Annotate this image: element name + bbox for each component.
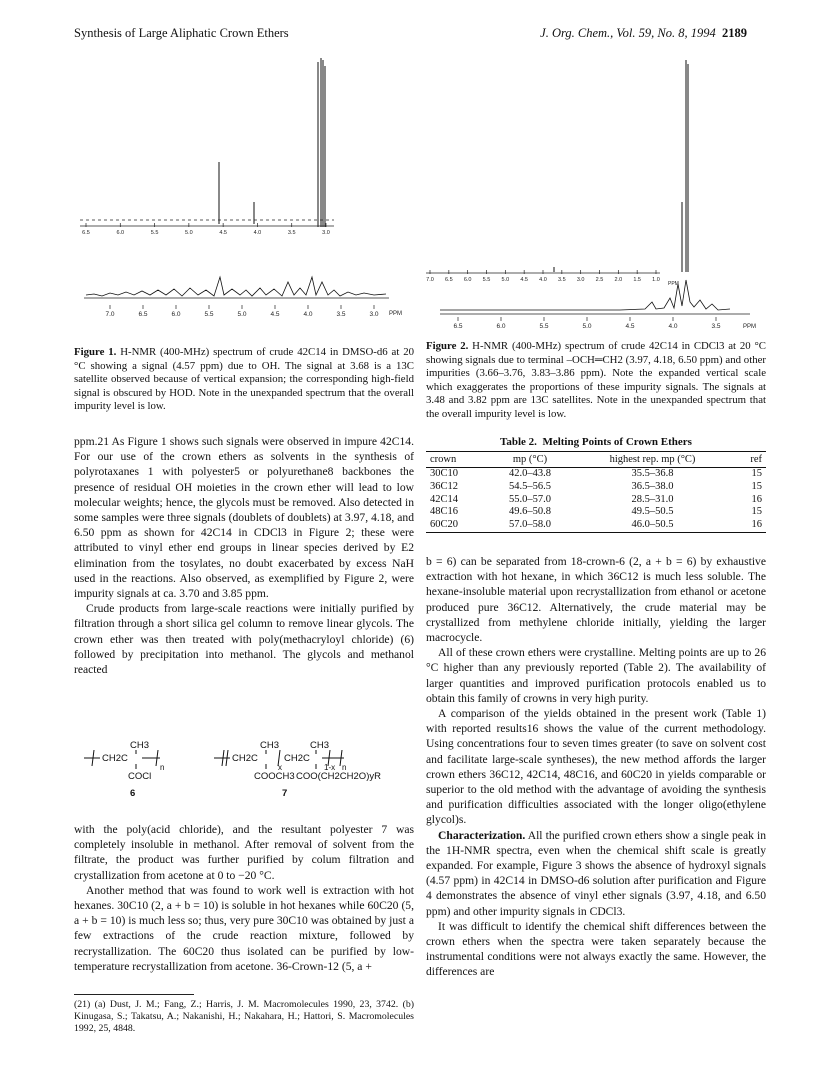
table-row bbox=[426, 468, 766, 481]
axis-tick-label: 3.0 bbox=[369, 311, 379, 318]
figure1-nmr-spectrum bbox=[74, 52, 414, 332]
svg-text:COO(CH2CH2O)yR: COO(CH2CH2O)yR bbox=[296, 771, 381, 782]
axis-tick-label: 6.0 bbox=[463, 277, 472, 283]
right-paragraph-4 bbox=[426, 828, 766, 919]
axis-tick-label: 4.0 bbox=[303, 311, 313, 318]
svg-text:n: n bbox=[342, 763, 347, 772]
table-cell: 15 bbox=[751, 468, 762, 479]
table-cell: 36C12 bbox=[430, 480, 459, 492]
svg-text:COOCH3: COOCH3 bbox=[254, 771, 295, 782]
table-cell: 49.5–50.5 bbox=[631, 506, 674, 518]
figure1-inset-axis bbox=[80, 220, 334, 226]
table-cell: 15 bbox=[751, 480, 762, 492]
table-cell: 30C10 bbox=[430, 468, 459, 479]
table-cell: 54.5–56.5 bbox=[508, 480, 551, 492]
journal-name: J. Org. Chem., Vol. 59, No. 8, 1994 bbox=[540, 26, 716, 40]
table-cell: 46.0–50.5 bbox=[573, 519, 733, 532]
table-cell: 42C14 bbox=[430, 493, 459, 505]
figure1-axis-unit: PPM bbox=[388, 311, 402, 317]
table-cell: 48C16 bbox=[430, 506, 459, 518]
characterization-heading: Characterization. bbox=[438, 828, 526, 842]
figure1-main-peaks bbox=[219, 58, 325, 227]
left-paragraph-4: Another method that was found to work well is extraction with hot hexanes. 30C10 (2, a + b = 10) is soluble in hot hexanes while 60C20 (5, a + b = 10) is much less so; thus, very pure 30C10 was obtained by just a few extractions of the crude reaction mixture, followed by recrystallization. The 60C20 thus isolated can be purified by low-temperature recrystallization from acetone. 36-Crown-12 (5, a + bbox=[74, 883, 414, 973]
figure1-label: Figure 1. bbox=[74, 346, 117, 358]
axis-tick-label: 2.5 bbox=[595, 277, 604, 283]
table-cell: 15 bbox=[751, 506, 762, 518]
axis-tick-label: 4.0 bbox=[253, 230, 262, 236]
axis-tick-label: 6.0 bbox=[496, 323, 506, 330]
col-header-crown: crown bbox=[426, 452, 487, 468]
axis-tick-label: 4.5 bbox=[270, 311, 280, 318]
axis-tick-label: 4.5 bbox=[520, 277, 528, 283]
table-cell: 28.5–31.0 bbox=[631, 493, 674, 505]
right-paragraph-1: b = 6) can be separated from 18-crown-6 (2, a + b = 6) by exhaustive extraction with hot hexane, in which 36C12 is much less soluble. The hexane-insoluble material upon recrystallization from ethanol or acetone produced pure 36C12. Alternatively, the crude material may be crystallized from methylene chloride initially, yielding the larger macrocycle. bbox=[426, 555, 766, 645]
axis-tick-label: 6.5 bbox=[453, 323, 463, 330]
journal-citation bbox=[540, 26, 747, 41]
figure2-inset-ticks bbox=[426, 270, 660, 283]
table-2-label: Table 2. bbox=[500, 436, 537, 448]
svg-text:COCl: COCl bbox=[128, 771, 152, 782]
axis-tick-label: 3.5 bbox=[287, 230, 296, 236]
axis-tick-label: 5.5 bbox=[482, 277, 491, 283]
axis-tick-label: 1.0 bbox=[652, 277, 660, 283]
col-header-ref: ref bbox=[732, 452, 766, 468]
axis-tick-label: 4.0 bbox=[539, 277, 547, 283]
characterization-text: All the purified crown ethers show a single peak in the 1H-NMR spectra, even when the chemical shift scale is greatly expanded. For example, Figure 3 shows the absence of hydroxyl signals (4.57 ppm) in 42C14 in DMSO-d6 solution after purification and Figure 4 demonstrates the absence of vinyl ether signals (3.97, 4.18, and 6.50 ppm) and other impurity signals in CDCl3. bbox=[426, 828, 766, 918]
axis-tick-label: 5.0 bbox=[582, 323, 592, 330]
footnote-rule bbox=[74, 994, 194, 995]
table-row bbox=[426, 481, 766, 494]
figure2-baseline-noise bbox=[440, 280, 730, 310]
right-paragraph-2: All of these crown ethers were crystalline. Melting points are up to 26 °C higher than any previously reported (Table 2). The availability of larger quantities and improved purification protocols enabled us to obtain this family of crowns in very high purity. bbox=[426, 646, 766, 705]
axis-tick-label: 5.5 bbox=[204, 311, 214, 318]
table-2-title bbox=[426, 436, 766, 448]
axis-tick-label: 5.0 bbox=[501, 277, 510, 283]
col-header-mp: mp (°C) bbox=[487, 452, 572, 468]
figure2-caption-text: H-NMR (400-MHz) spectrum of crude 42C14 in CDCl3 at 20 °C showing signals due to terminal –OCH═CH2 (3.97, 4.18, 6.50 ppm) and other impurities (3.66–3.76, 3.83–3.86 ppm). Note the expanded vertical scale which exaggerates the proportions of these impurity signals. The signals at 3.48 and 3.82 ppm are 13C satellites. Note in the unexpanded spectrum that the overall impurity level is low. bbox=[426, 340, 766, 420]
axis-tick-label: 3.5 bbox=[711, 323, 721, 330]
axis-tick-label: 6.0 bbox=[171, 311, 181, 318]
axis-tick-label: 4.5 bbox=[625, 323, 635, 330]
left-column bbox=[74, 434, 414, 677]
left-paragraph-2: Crude products from large-scale reactions were initially purified by filtration through a short silica gel column to remove linear glycols. The crown ether was then treated with poly(methacryloyl chloride) (6) followed by precipitation into methanol. The glycols and methanol reacted bbox=[74, 602, 414, 677]
left-paragraph-1: ppm.21 As Figure 1 shows such signals were observed in impure 42C14. For our use of the crown ethers as solvents in the synthesis of polyrotaxanes 1 with polyester5 or polyurethane8 backbones the presence of residual OH moieties in the crown ether will lead to low molecular weights; hence, the glycols must be removed. Also detected in some samples were three signals (doublets of doublets) at 3.97, 4.18, and 6.50 ppm as shown for 42C14 in CDCl3 in Figure 2; these were attributed to vinyl ether end groups in linear species derived by E2 elimination from the tosylates, no doubt exacerbated by excess NaH used in the reactions. Also observed, as exemplified by Figure 2, were impurity signals at ca. 3.70 and 3.85 ppm. bbox=[74, 435, 414, 601]
table-row bbox=[426, 506, 766, 519]
svg-text:CH2C: CH2C bbox=[284, 753, 310, 764]
axis-tick-label: 5.0 bbox=[185, 230, 193, 236]
figure2-label: Figure 2. bbox=[426, 340, 469, 352]
figure2-nmr-spectrum bbox=[420, 52, 760, 337]
axis-tick-label: 2.0 bbox=[614, 277, 623, 283]
axis-tick-label: 3.5 bbox=[558, 277, 566, 283]
axis-tick-label: 7.0 bbox=[105, 311, 115, 318]
left-paragraph-3: with the poly(acid chloride), and the resultant polyester 7 was completely insoluble in methanol. After removal of solvent from the filtrate, the product was further purified by colum filtration and crystallization from acetone at 0 to −20 °C. bbox=[74, 823, 414, 882]
table-cell: 55.0–57.0 bbox=[508, 493, 551, 505]
figure2-axis-ticks bbox=[453, 317, 720, 330]
axis-tick-label: 6.5 bbox=[445, 277, 453, 283]
structure-7-label: 7 bbox=[282, 788, 288, 799]
structure-6 bbox=[84, 740, 164, 799]
table-2 bbox=[426, 436, 766, 533]
axis-tick-label: 3.5 bbox=[336, 311, 346, 318]
chemical-structures bbox=[74, 736, 414, 816]
axis-tick-label: 3.0 bbox=[322, 230, 330, 236]
table-cell: 36.5–38.0 bbox=[631, 480, 674, 492]
axis-tick-label: 4.5 bbox=[219, 230, 227, 236]
left-column-continued bbox=[74, 822, 414, 974]
svg-text:x: x bbox=[278, 763, 282, 772]
figure2-inset-unit: PPM bbox=[668, 281, 679, 287]
axis-tick-label: 5.5 bbox=[539, 323, 549, 330]
svg-text:CH2C: CH2C bbox=[232, 753, 258, 764]
figure2-caption bbox=[426, 340, 766, 422]
figure1-caption bbox=[74, 346, 414, 414]
structure-7 bbox=[214, 740, 381, 799]
right-paragraph-3: A comparison of the yields obtained in the present work (Table 1) with reported results16 shows the value of the current methodology. Using concentrations four to seven times greater (to save on solvent cost and facilitate large-scale syntheses), the new method affords the larger crown ethers 36C12, 42C14, 48C16, and 60C20 in yields comparable or superior to the old method with the advantage of avoiding the synthesis and purification difficulties associated with the longer oligo(ethylene glycol)s. bbox=[426, 707, 766, 827]
table-cell: 57.0–58.0 bbox=[487, 519, 572, 532]
footnote-21: (21) (a) Dust, J. M.; Fang, Z.; Harris, J. M. Macromolecules 1990, 23, 3742. (b) Kinugasa, S.; Takatsu, A.; Nakanishi, H.; Nakahara, H.; Hattori, S. Macromolecules 1992, 25, 4848. bbox=[74, 999, 414, 1035]
svg-text:CH3: CH3 bbox=[260, 740, 280, 751]
figure1-inset-ticks bbox=[82, 223, 330, 236]
axis-tick-label: 5.5 bbox=[150, 230, 159, 236]
running-title: Synthesis of Large Aliphatic Crown Ethers bbox=[74, 26, 289, 40]
svg-text:CH3: CH3 bbox=[130, 740, 150, 751]
table-cell: 16 bbox=[751, 493, 762, 505]
axis-tick-label: 3.0 bbox=[576, 277, 585, 283]
structure-6-label: 6 bbox=[130, 788, 136, 799]
figure2-main-peaks bbox=[554, 60, 688, 272]
axis-tick-label: 6.5 bbox=[82, 230, 90, 236]
right-paragraph-5: It was difficult to identify the chemical shift differences between the crown ethers when the spectra were taken separately because the instrumental conditions were not always exactly the same. However, the differences are bbox=[426, 919, 766, 979]
svg-text:n: n bbox=[160, 763, 165, 772]
axis-tick-label: 7.0 bbox=[426, 277, 434, 283]
axis-tick-label: 6.5 bbox=[138, 311, 148, 318]
svg-text:CH2C: CH2C bbox=[102, 753, 128, 764]
axis-tick-label: 4.0 bbox=[668, 323, 678, 330]
col-header-highest-mp: highest rep. mp (°C) bbox=[573, 452, 733, 468]
axis-tick-label: 5.0 bbox=[237, 311, 247, 318]
table-cell: 16 bbox=[732, 519, 766, 532]
table-cell: 35.5–36.8 bbox=[631, 468, 674, 479]
figure2-axis-unit: PPM bbox=[742, 324, 756, 330]
figure1-baseline-noise bbox=[86, 277, 386, 296]
page-number: 2189 bbox=[722, 26, 747, 40]
axis-tick-label: 6.0 bbox=[116, 230, 125, 236]
axis-tick-label: 1.5 bbox=[633, 277, 641, 283]
figure1-axis-ticks bbox=[105, 305, 378, 318]
table-cell: 49.6–50.8 bbox=[508, 506, 551, 518]
melting-points-table bbox=[426, 451, 766, 533]
table-cell: 42.0–43.8 bbox=[508, 468, 551, 479]
table-row bbox=[426, 494, 766, 507]
table-cell: 60C20 bbox=[426, 519, 487, 532]
table-row bbox=[426, 519, 766, 532]
svg-text:CH3: CH3 bbox=[310, 740, 330, 751]
figure1-caption-text: H-NMR (400-MHz) spectrum of crude 42C14 in DMSO-d6 at 20 °C showing a signal (4.57 ppm) due to OH. The signal at 3.68 is a 13C satellite observed because of vertical expansion; the corresponding high-field signal is obscured by HOD. Note in the unexpanded spectrum that the overall impurity level is low. bbox=[74, 346, 414, 413]
table-2-title-text: Melting Points of Crown Ethers bbox=[542, 436, 692, 448]
right-column bbox=[426, 554, 766, 980]
svg-text:1-x: 1-x bbox=[324, 763, 336, 772]
